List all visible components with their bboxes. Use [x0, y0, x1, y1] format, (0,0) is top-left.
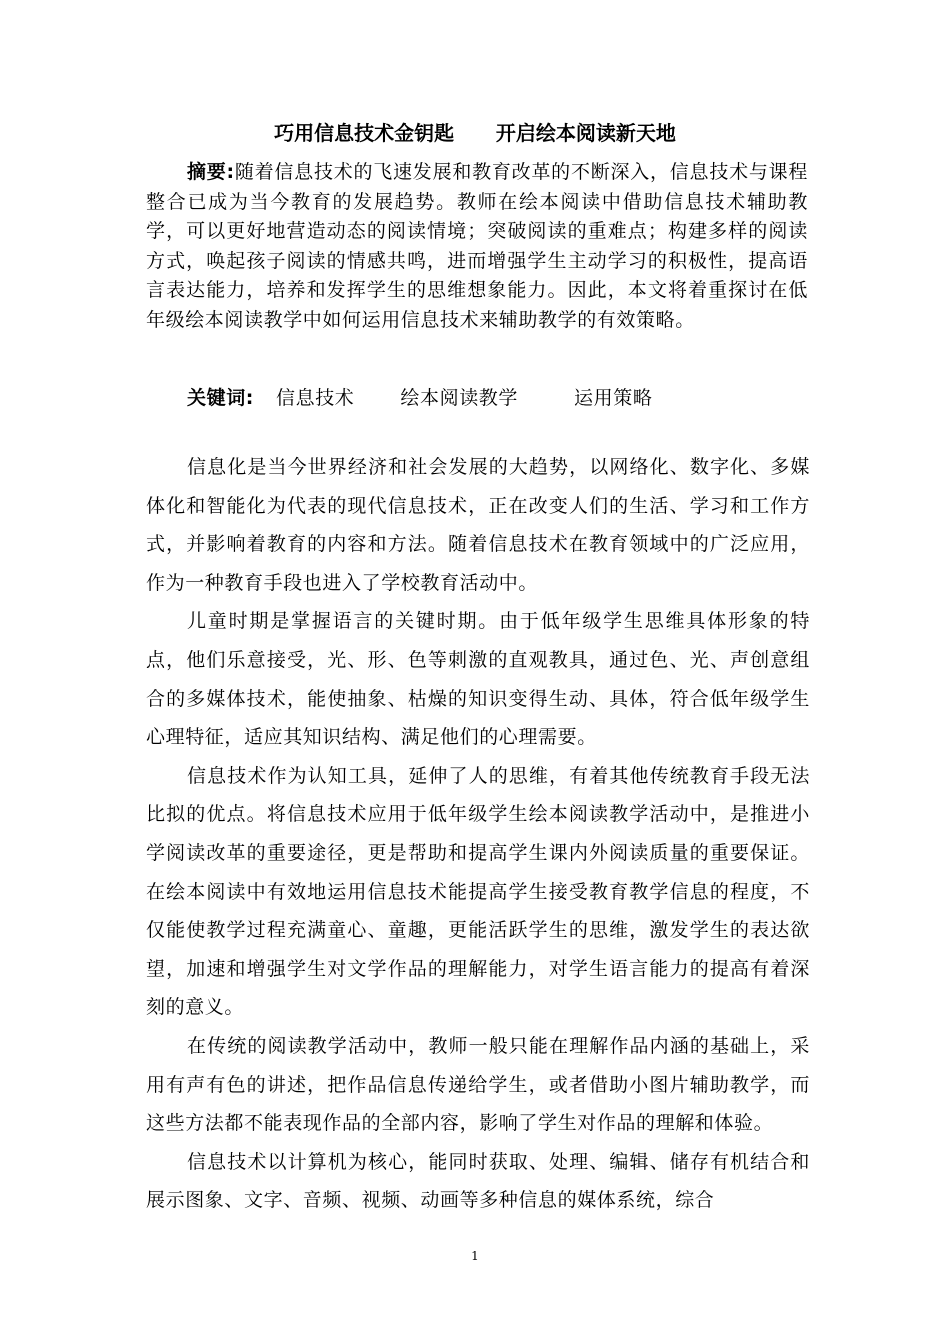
abstract-label: 摘要: [187, 161, 235, 183]
keyword-item: 绘本阅读教学 [400, 387, 519, 409]
keywords-section [187, 383, 652, 413]
document-title: 巧用信息技术金钥匙 开启绘本阅读新天地 [274, 121, 676, 145]
abstract-section [146, 158, 808, 335]
body-paragraph: 信息技术以计算机为核心，能同时获取、处理、编辑、储存有机结合和展示图象、文字、音频、视频、动画等多种信息的媒体系统，综合 [146, 1150, 810, 1212]
keyword-item: 运用策略 [574, 387, 653, 409]
body-paragraph: 信息技术作为认知工具，延伸了人的思维，有着其他传统教育手段无法比拟的优点。将信息技术应用于低年级学生绘本阅读教学活动中，是推进小学阅读改革的重要途径，更是帮助和提高学生课内外阅读质量的重要保证。在绘本阅读中有效地运用信息技术能提高学生接受教育教学信息的程度，不仅能使教学过程充满童心、童趣，更能活跃学生的思维，激发学生的表达欲望，加速和增强学生对文学作品的理解能力，对学生语言能力的提高有着深刻的意义。 [146, 764, 810, 1019]
keywords-label: 关键词: [187, 387, 254, 409]
body-text [146, 448, 810, 1220]
body-paragraph: 信息化是当今世界经济和社会发展的大趋势，以网络化、数字化、多媒体化和智能化为代表的现代信息技术，正在改变人们的生活、学习和工作方式，并影响着教育的内容和方法。随着信息技术在教育领域中的广泛应用，作为一种教育手段也进入了学校教育活动中。 [146, 456, 810, 594]
keyword-item: 信息技术 [276, 387, 355, 409]
body-paragraph: 儿童时期是掌握语言的关键时期。由于低年级学生思维具体形象的特点，他们乐意接受，光、形、色等刺激的直观教具，通过色、光、声创意组合的多媒体技术，能使抽象、枯燥的知识变得生动、具体，符合低年级学生心理特征，适应其知识结构、满足他们的心理需要。 [146, 610, 810, 749]
abstract-text: 随着信息技术的飞速发展和教育改革的不断深入，信息技术与课程整合已成为当今教育的发展趋势。教师在绘本阅读中借助信息技术辅助教学，可以更好地营造动态的阅读情境；突破阅读的重难点；构建多样的阅读方式，唤起孩子阅读的情感共鸣，进而增强学生主动学习的积极性，提高语言表达能力，培养和发挥学生的思维想象能力。因此，本文将着重探讨在低年级绘本阅读教学中如何运用信息技术来辅助教学的有效策略。 [146, 161, 808, 331]
page-number: 1 [471, 1249, 479, 1263]
body-paragraph: 在传统的阅读教学活动中，教师一般只能在理解作品内涵的基础上，采用有声有色的讲述，把作品信息传递给学生，或者借助小图片辅助教学，而这些方法都不能表现作品的全部内容，影响了学生对作品的理解和体验。 [146, 1034, 810, 1135]
